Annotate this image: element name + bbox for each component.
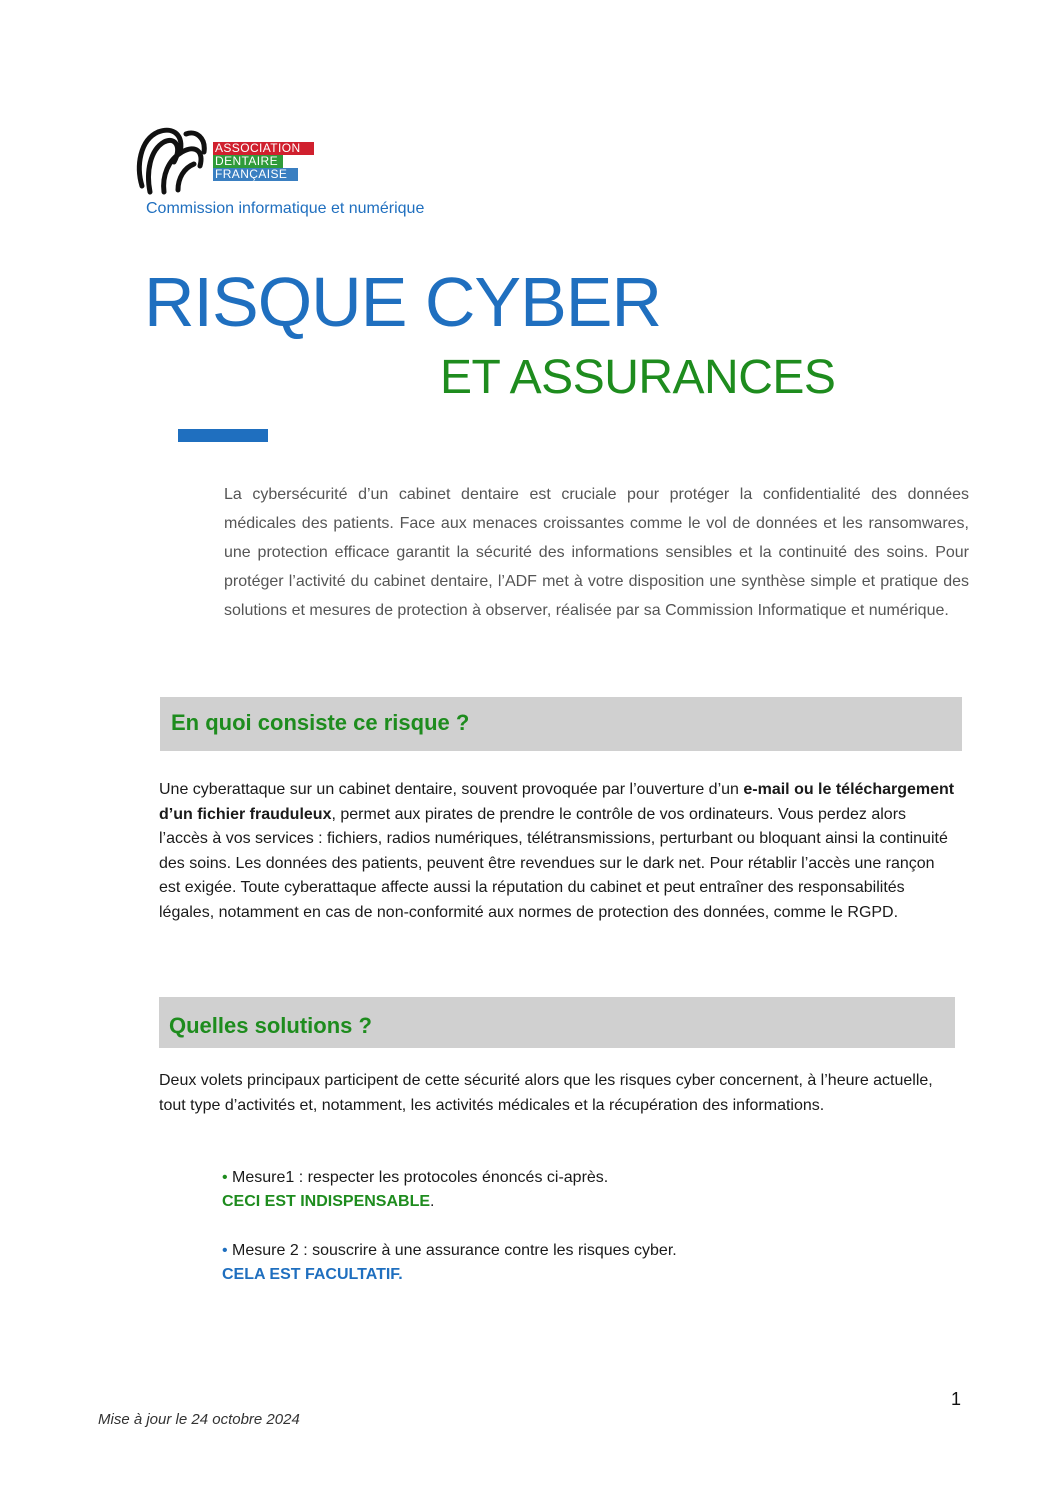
- measure-1-text: Mesure1 : respecter les protocoles énoncés ci-après.: [227, 1169, 609, 1186]
- section-header-solutions: [159, 997, 955, 1048]
- measure-1-note-text: CECI EST INDISPENSABLE: [222, 1193, 431, 1210]
- logo-line-dentaire: DENTAIRE: [213, 155, 283, 168]
- page-title: RISQUE CYBER: [144, 263, 661, 341]
- risk-paragraph-end: , permet aux pirates de prendre le contrôle de vos ordinateurs. Vous perdez alors l’accès à vos services : fichiers, radios numériques, télétransmissions, perturbant ou bloquant ainsi la continuité des soins. Les données des patients, peuvent être revendues sur le dark net. Pour rétablir l’accès une rançon est exigée. Toute cyberattaque affecte aussi la réputation du cabinet et peut entraîner des responsabilités légales, notamment en cas de non-conformité aux normes de protection des données, comme le RGPD.: [159, 805, 948, 921]
- measure-2-note: CELA EST FACULTATIF.: [222, 1266, 403, 1283]
- risk-paragraph-emphasis: e-mail ou le téléchargement d’un fichier frauduleux: [159, 781, 955, 823]
- section-title-solutions: Quelles solutions ?: [169, 1013, 372, 1038]
- measure-1-bullet-icon: •: [222, 1169, 228, 1186]
- section-title-risk: En quoi consiste ce risque ?: [171, 710, 470, 735]
- adf-logo-text: [213, 142, 314, 181]
- solutions-paragraph: Deux volets principaux participent de cette sécurité alors que les risques cyber concernent, à l’heure actuelle, tout type d’activités et, notamment, les activités médicales et la récupération des informations.: [159, 1072, 933, 1114]
- logo-line-association: ASSOCIATION: [213, 142, 314, 155]
- page-subtitle: ET ASSURANCES: [440, 351, 836, 404]
- risk-paragraph: [159, 778, 959, 925]
- measure-2: [222, 1239, 677, 1263]
- measure-1: [222, 1166, 608, 1190]
- risk-paragraph-start: Une cyberattaque sur un cabinet dentaire, souvent provoquée par l’ouverture d’un: [159, 781, 744, 798]
- logo-line-francaise: FRANÇAISE: [213, 168, 298, 181]
- measure-2-bullet-icon: •: [222, 1242, 228, 1259]
- footer-update-date: Mise à jour le 24 octobre 2024: [98, 1411, 300, 1428]
- adf-logo-mark: [134, 126, 208, 198]
- page-number: 1: [951, 1389, 962, 1409]
- measure-1-note-suffix: .: [430, 1193, 435, 1210]
- title-accent-bar: [178, 429, 268, 442]
- measure-2-text: Mesure 2 : souscrire à une assurance contre les risques cyber.: [227, 1242, 677, 1259]
- commission-label: Commission informatique et numérique: [146, 200, 425, 217]
- measure-1-note: [222, 1190, 434, 1214]
- section-header-risk: [160, 697, 962, 751]
- intro-paragraph: La cybersécurité d’un cabinet dentaire est cruciale pour protéger la confidentialité des données médicales des patients. Face aux menaces croissantes comme le vol de données et les ransomwares, une protection efficace garantit la sécurité des informations sensibles et la continuité des soins. Pour protéger l’activité du cabinet dentaire, l’ADF met à votre disposition une synthèse simple et pratique des solutions et mesures de protection à observer, réalisée par sa Commission Informatique et numérique.: [224, 486, 969, 619]
